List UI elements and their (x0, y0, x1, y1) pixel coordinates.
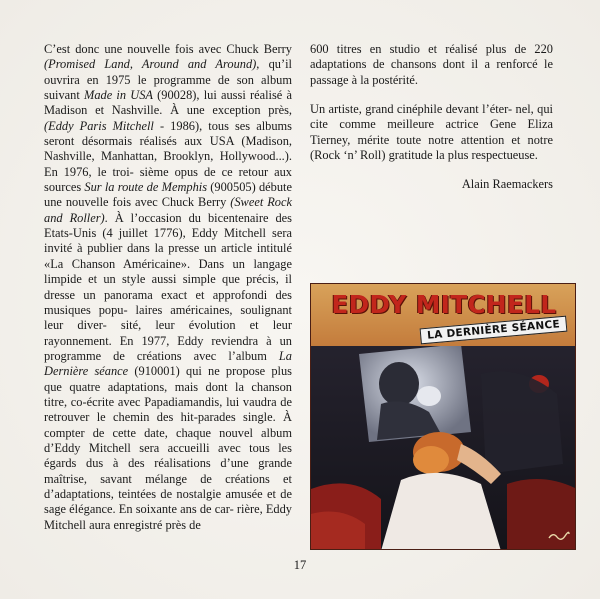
italic-title-run: Made in USA (84, 88, 153, 103)
text-run: (910001) qui ne propose plus que quatre adaptations, mais dont la chanson titre, co-écrite avec Papadiamandis, lui vaudra de retrouver le chemin des hit-parades single. À compter de cette date, chaque nouvel album d’Eddy Mitchell sera accueilli avec tous les égards dus à des réalisations d’une grande maîtrise, savant mélange de créations et d’adaptations, teintées de nostalgie amusée et de sage élégance. En soixante ans de car- rière, Eddy Mitchell aura enregistré près de (44, 364, 293, 532)
italic-title-run: (Promised Land, Around and Around) (44, 57, 257, 72)
text-run: (90028), lui aussi réalisé à Madison et Nashville. À une exception près, (44, 88, 292, 118)
italic-title-run: (Sweet Rock and Roller) (44, 195, 292, 225)
text-run: . À l’occasion du bicentenaire des Etats-Unis (4 juillet 1776), Eddy Mitchell sera invité à publier dans la presse un article intitulé «La Chanson Américaine». Dans un langage limpide et un style aussi simple que précis, il dresse un panorama exact et approfondi des musiques popu- laires américaines, soulignant leur diver- sité, leur évolution et leur rayonnement. En 1977, Eddy reviendra à un programme de créations avec l’album (44, 210, 292, 363)
album-subtitle: LA DERNIÈRE SÉANCE (419, 316, 567, 345)
album-cover-image (310, 283, 576, 550)
publisher-logo-icon (548, 531, 570, 541)
left-paragraph (44, 42, 292, 533)
italic-title-run: Sur la route de Memphis (84, 180, 208, 195)
text-run: C’est donc une nouvelle fois avec Chuck Berry (44, 42, 292, 56)
right-text-column (310, 42, 553, 207)
page-number: 17 (293, 558, 307, 572)
text-run: - 1986), tous ses albums seront désormais réalisés aux USA (Madison, Nashville, Manhattan, Brooklyn, Hollywood...). En 1976, le troi- sième opus de ce retour aux sources (44, 118, 293, 195)
author-signature: Alain Raemackers (461, 177, 553, 192)
right-paragraph-2: Un artiste, grand cinéphile devant l’éter- nel, qui cite comme meilleure actrice Gene Eliza Tierney, mérite toute notre attention et notre (Rock ‘n’ Roll) gratitude la plus respectueuse. (310, 102, 553, 163)
italic-title-run: La Dernière séance (44, 348, 292, 379)
right-paragraph-1: 600 titres en studio et réalisé plus de 220 adaptations de chansons dont il a renforcé le passage à la postérité. (310, 42, 553, 87)
text-run: , qu’il ouvrira en 1975 le programme de son album suivant (44, 57, 292, 103)
album-title: EDDY MITCHELL (331, 290, 557, 319)
left-text-column (44, 42, 292, 533)
text-run: (900505) débute une nouvelle fois avec Chuck Berry (44, 180, 292, 210)
italic-title-run: (Eddy Paris Mitchell (44, 118, 154, 133)
